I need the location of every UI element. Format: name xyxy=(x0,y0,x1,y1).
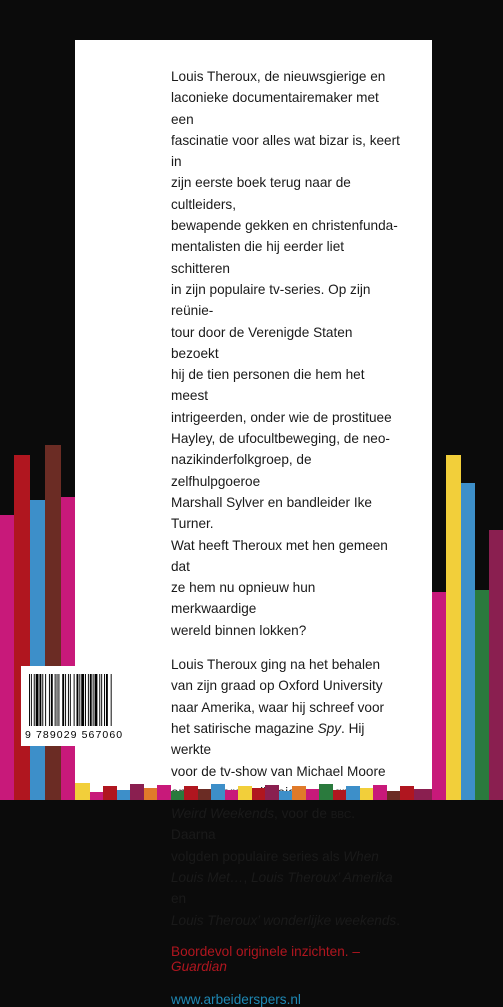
barcode-bar xyxy=(104,674,105,726)
barcode-bar xyxy=(65,674,66,726)
barcode-bars xyxy=(29,674,145,726)
barcode-bar xyxy=(70,674,71,726)
stripe xyxy=(45,445,61,800)
stripe xyxy=(432,592,446,800)
barcode-bar xyxy=(36,674,39,726)
barcode-bar xyxy=(42,674,43,726)
stripe xyxy=(171,791,184,800)
barcode-bar xyxy=(106,674,108,726)
barcode-bar xyxy=(57,674,58,726)
stripe xyxy=(292,786,306,800)
stripe xyxy=(211,784,225,800)
barcode-bar xyxy=(85,674,86,726)
barcode-bar xyxy=(93,674,94,726)
stripe xyxy=(130,784,144,800)
barcode-bar xyxy=(49,674,50,726)
stripe xyxy=(144,788,157,800)
barcode-bar xyxy=(88,674,89,726)
stripe xyxy=(198,789,211,800)
stripe xyxy=(414,789,432,800)
stripe xyxy=(184,786,198,800)
stripe xyxy=(461,483,475,800)
barcode-bar xyxy=(62,674,64,726)
stripe xyxy=(90,792,103,800)
stripe xyxy=(252,788,265,800)
stripe xyxy=(157,785,171,800)
barcode-bar xyxy=(39,674,41,726)
stripe xyxy=(225,790,238,800)
stripe xyxy=(0,515,14,800)
blurb xyxy=(171,66,402,931)
barcode-bar xyxy=(55,674,56,726)
stripe xyxy=(265,785,279,800)
barcode xyxy=(21,666,153,746)
stripe xyxy=(279,791,292,800)
stripe xyxy=(61,497,75,800)
barcode-bar xyxy=(99,674,100,726)
stripe xyxy=(489,530,503,800)
stripe xyxy=(30,500,45,800)
stripe xyxy=(238,786,252,800)
barcode-bar xyxy=(79,674,80,726)
stripe xyxy=(387,791,400,800)
barcode-bar xyxy=(74,674,75,726)
blurb-paragraph-2: Louis Theroux ging na het behalen van zijn graad op Oxford University naar Amerika, waar hij schreef voor het satirische magazine Spy. Hij werkte voor de tv-show van Michael Moore Weird Weekends, voor de bbc. Daarna volgden populaire series als When Louis Met…, Louis Theroux’ Amerika en Louis Theroux’ wonderlijke weekends. xyxy=(171,657,400,928)
stripe xyxy=(400,786,414,800)
stripe xyxy=(346,786,360,800)
barcode-bar xyxy=(31,674,32,726)
review-quote: Boordevol originele inzichten. – Guardian xyxy=(171,943,360,974)
stripe xyxy=(103,786,117,800)
stripe xyxy=(373,785,387,800)
barcode-bar xyxy=(45,674,46,726)
quote-source: Guardian xyxy=(171,958,227,974)
blurb-paragraph-1: Louis Theroux, de nieuwsgierige en laconieke documentairemaker met een fascinatie voor alles wat bizar is, keert in zijn eerste boek terug naar de cultleiders, bewapende gekken en christenfunda- mentalisten die hij eerder liet schitteren in zijn populaire tv-series. Op zijn reünie- tour door de Verenigde Staten bezoekt hij de tien personen die hem het meest intrigeerden, onder wie de prostituee Hayley, de ufocultbeweging, de neo- nazikinderfolkgroep, de zelfhulpgoeroe Marshall Sylver en bandleider Ike Turner. Wat heeft Theroux met hen gemeen dat ze hem nu opnieuw hun merkwaardige wereld binnen lokken? xyxy=(171,69,400,638)
stripe xyxy=(117,790,130,800)
barcode-bar xyxy=(77,674,79,726)
barcode-bar xyxy=(95,674,98,726)
barcode-bar xyxy=(51,674,53,726)
barcode-bar xyxy=(68,674,69,726)
stripe xyxy=(333,790,346,800)
barcode-bar xyxy=(81,674,84,726)
isbn-number: 9 789029 567060 xyxy=(25,729,124,741)
stripe xyxy=(306,789,319,800)
barcode-bar xyxy=(34,674,35,726)
stripe xyxy=(360,788,373,800)
barcode-bar xyxy=(111,674,112,726)
barcode-bar xyxy=(58,674,59,726)
stripe xyxy=(319,784,333,800)
stripe xyxy=(14,455,30,800)
barcode-bar xyxy=(90,674,92,726)
barcode-bar xyxy=(101,674,102,726)
stripe xyxy=(475,590,489,800)
publisher-website[interactable]: www.arbeiderspers.nl xyxy=(171,991,301,1007)
barcode-bar xyxy=(29,674,30,726)
stripe xyxy=(75,783,90,800)
stripe xyxy=(446,455,461,800)
